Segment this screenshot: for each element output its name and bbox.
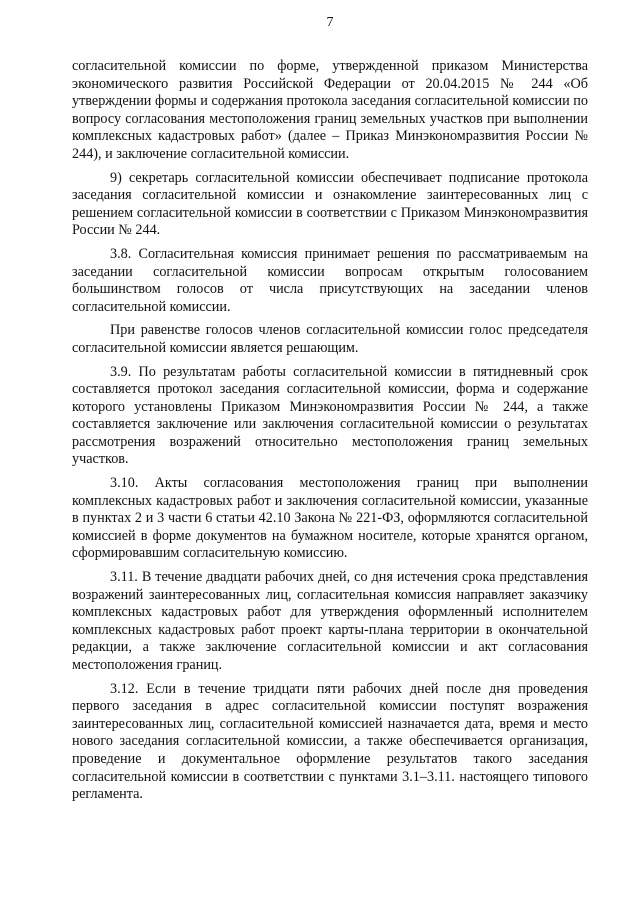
paragraph-3-9: 3.9. По результатам работы согласительной комиссии в пятидневный срок составляется протокол заседания согласительной комиссии, форма и содержание которого установлены Приказом Минэкономразвития России № 244, а также составляется заключение или заключения согласительной комиссии о результатах рассмотрения возражений относительно местоположения границ земельных участков.: [72, 363, 588, 468]
paragraph-3-12: 3.12. Если в течение тридцати пяти рабочих дней после дня проведения первого заседания в адрес согласительной комиссии поступят возражения заинтересованных лиц, согласительной комиссией назначается дата, время и место нового заседания согласительной комиссии, а также обеспечивается организация, проведение и документальное оформление результатов такого заседания согласительной комиссии в соответствии с пунктами 3.1–3.11. настоящего типового регламента.: [72, 680, 588, 803]
paragraph-3-11: 3.11. В течение двадцати рабочих дней, со дня истечения срока представления возражений заинтересованных лиц, согласительная комиссия направляет заказчику комплексных кадастровых работ для утверждения оформленный исполнителем комплексных кадастровых работ проект карты-плана территории в окончательной редакции, а также заключение согласительной комиссии и акт согласования местоположения границ.: [72, 569, 588, 673]
paragraph-tie-vote: При равенстве голосов членов согласительной комиссии голос председателя согласительной комиссии является решающим.: [72, 322, 588, 356]
paragraph-item-9: 9) секретарь согласительной комиссии обеспечивает подписание протокола заседания согласительной комиссии и ознакомление заинтересованных лиц с решением согласительной комиссии в соответствии с Приказом Минэкономразвития России № 244.: [72, 169, 588, 239]
page-number: 7: [326, 15, 334, 30]
document-page: [72, 14, 588, 810]
paragraph-3-10: 3.10. Акты согласования местоположения границ при выполнении комплексных кадастровых работ и заключения согласительной комиссии, указанные в пунктах 2 и 3 части 6 статьи 42.10 Закона № 221-ФЗ, оформляются согласительной комиссией в форме документов на бумажном носителе, которые хранятся органом, сформировавшим согласительную комиссию.: [72, 475, 588, 562]
paragraph-protocol-form: согласительной комиссии по форме, утвержденной приказом Министерства экономического развития Российской Федерации от 20.04.2015 № 244 «Об утверждении формы и содержания протокола заседания согласительной комиссии по вопросу согласования местоположения границ земельных участков при выполнении комплексных кадастровых работ» (далее – Приказ Минэкономразвития России № 244), и заключение согласительной комиссии.: [72, 58, 588, 162]
paragraph-3-8: 3.8. Согласительная комиссия принимает решения по рассматриваемым на заседании согласительной комиссии вопросам открытым голосованием большинством голосов от числа присутствующих на заседании членов согласительной комиссии.: [72, 245, 588, 315]
